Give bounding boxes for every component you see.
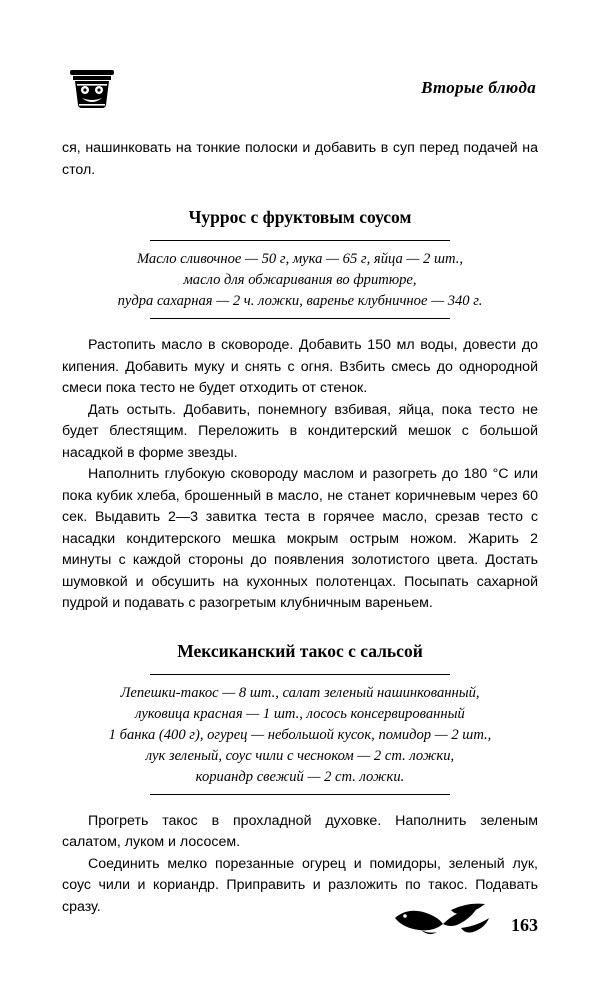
section-title: Вторые блюда	[421, 78, 536, 97]
ingredient-line: кориандр свежий — 2 ст. ложки.	[195, 768, 405, 785]
page-footer	[62, 900, 538, 938]
ingredient-line: Масло сливочное — 50 г, мука — 65 г, яйца — 2 шт.,	[136, 251, 464, 267]
recipe-block	[62, 641, 538, 919]
instruction-step: Растопить масло в сковороде. Добавить 150 мл воды, довести до кипения. Добавить муку и снять с огня. Взбить смесь до однородной смеси пока тесто не будет отходить от стенок.	[62, 337, 538, 396]
instruction-step: Дать остыть. Добавить, понемногу взбивая, яйца, пока тесто не будет блестящим. Переложить в кондитерский мешок с большой насадкой в форме звезды.	[62, 401, 538, 461]
ingredients-list	[62, 683, 538, 788]
ingredient-line: лук зеленый, соус чили с чесноком — 2 ст. ложки,	[145, 747, 455, 764]
recipe-title: Чуррос с фруктовым соусом	[188, 207, 412, 227]
ingredients-list	[62, 249, 538, 312]
instruction-step: Соединить мелко порезанные огурец и помидоры, зеленый лук, соус чили и кориандр. Приправить и разложить по такос. Подавать сразу.	[62, 855, 538, 915]
divider-bottom	[150, 794, 450, 795]
ingredient-line: луковица красная — 1 шт., лосось консервированный	[135, 705, 465, 722]
cooking-pot-emblem-icon	[64, 64, 120, 112]
divider-top	[150, 674, 450, 675]
ingredient-line: масло для обжаривания во фритюре,	[183, 272, 417, 288]
recipe-block	[62, 207, 538, 615]
ingredient-line: Лепешки-такос — 8 шт., салат зеленый нашинкованный,	[120, 684, 480, 701]
instructions-list	[62, 335, 538, 615]
divider-bottom	[150, 318, 450, 319]
fish-ornament-icon	[391, 900, 501, 938]
ingredient-line: пудра сахарная — 2 ч. ложки, варенье клубничное — 340 г.	[117, 293, 483, 309]
instruction-step: Прогреть такос в прохладной духовке. Наполнить зеленым салатом, луком и лососем.	[62, 812, 538, 850]
page-header	[62, 60, 538, 116]
page-number: 163	[511, 915, 538, 935]
continued-paragraph: ся, нашинковать на тонкие полоски и добавить в суп перед подачей на стол.	[62, 140, 538, 178]
continued-paragraph-block	[62, 138, 538, 181]
recipe-title: Мексиканский такос с сальсой	[177, 640, 423, 661]
ingredient-line: 1 банка (400 г), огурец — небольшой кусок, помидор — 2 шт.,	[108, 726, 492, 743]
instruction-step: Наполнить глубокую сковороду маслом и разогреть до 180 °С или пока кубик хлеба, брошенный в масло, не станет коричневым через 60 сек. Выдавить 2—3 завитка теста в горячее масло, срезав тесто с насадки кондитерского мешка мокрым острым ножом. Жарить 2 минуты с каждой стороны до появления золотистого цвета. Достать шумовкой и обсушить на кухонных полотенцах. Посыпать сахарной пудрой и подавать с разогретым клубничным вареньем.	[62, 466, 538, 611]
divider-top	[150, 240, 450, 241]
